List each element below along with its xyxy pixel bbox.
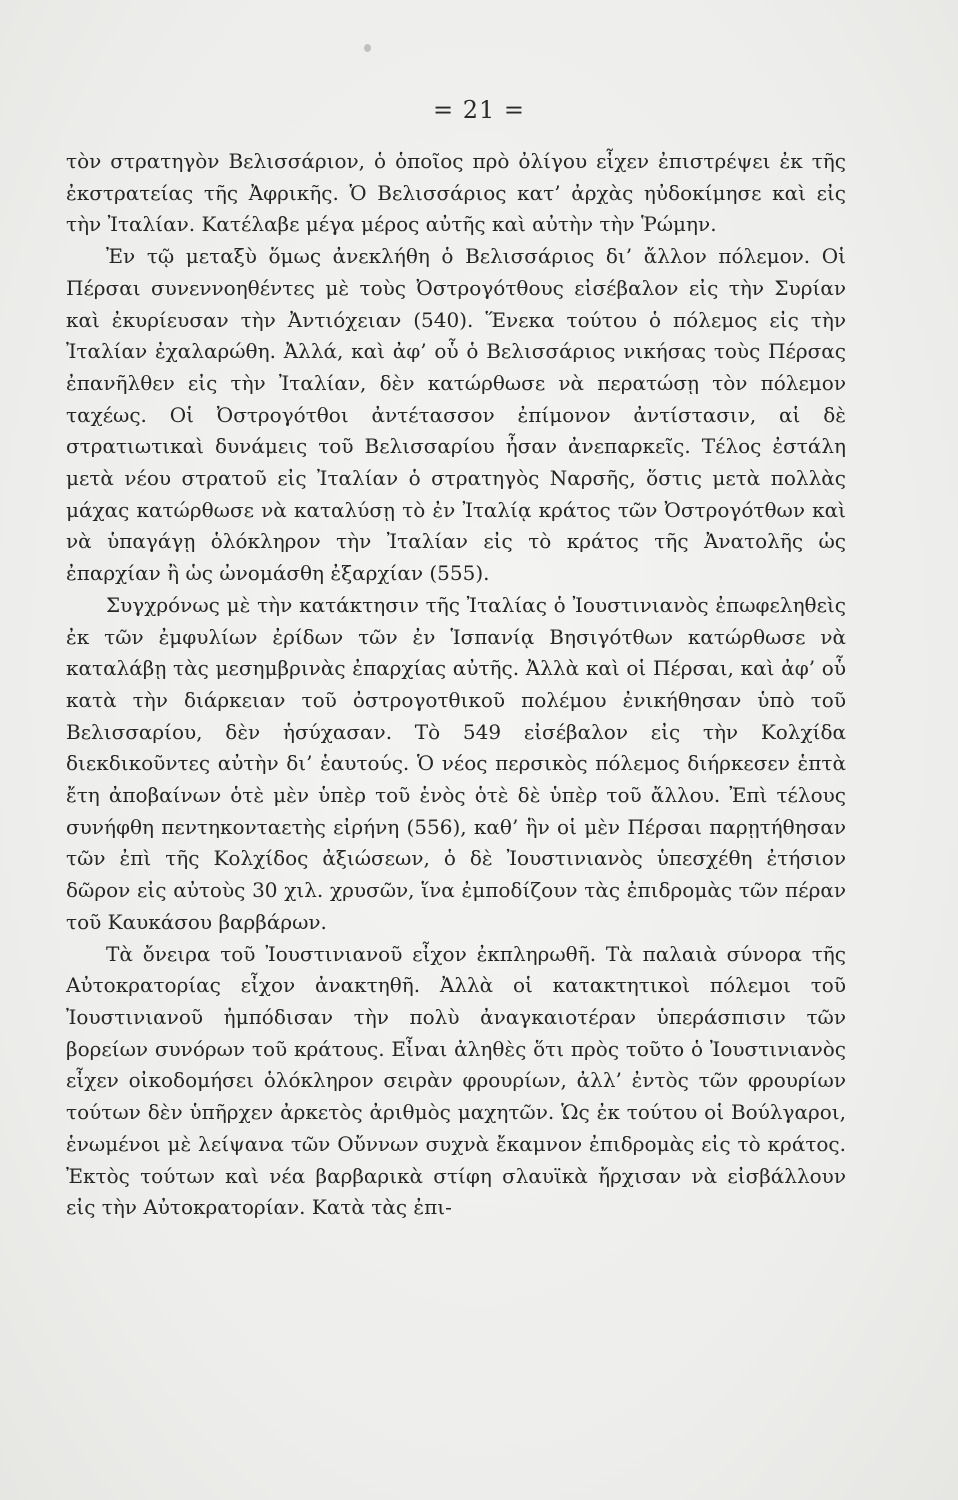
paragraph-1: τὸν στρατηγὸν Βελισσάριον, ὁ ὁποῖος πρὸ ὀλίγου εἶχεν ἐπιστρέψει ἐκ τῆς ἐκστρατείας τῆς Ἀφρικῆς. Ὁ Βελισσάριος κατ’ ἀρχὰς ηὐδοκίμησε καὶ εἰς τὴν Ἰταλίαν. Κατέλαβε μέγα μέρος αὐτῆς καὶ αὐτὴν τὴν Ῥώμην. bbox=[66, 149, 846, 237]
ink-speck bbox=[364, 44, 371, 52]
paragraph-3: Συγχρόνως μὲ τὴν κατάκτησιν τῆς Ἰταλίας ὁ Ἰουστινιανὸς ἐπωφεληθεὶς ἐκ τῶν ἐμφυλίων ἐρίδων τῶν ἐν Ἱσπανίᾳ Βησιγότθων κατώρθωσε νὰ καταλάβῃ τὰς μεσημβρινὰς ἐπαρχίας αὐτῆς. Ἀλλὰ καὶ οἱ Πέρσαι, καὶ ἀφ’ οὗ κατὰ τὴν διάρκειαν τοῦ ὀστρογοτθικοῦ πολέμου ἐνικήθησαν ὑπὸ τοῦ Βελισσαρίου, δὲν ἡσύχασαν. Τὸ 549 εἰσέβαλον εἰς τὴν Κολχίδα διεκδικοῦντες αὐτὴν δι’ ἑαυτούς. Ὁ νέος περσικὸς πόλεμος διήρκεσεν ἑπτὰ ἔτη ἀποβαίνων ὁτὲ μὲν ὑπὲρ τοῦ ἑνὸς ὁτὲ δὲ ὑπὲρ τοῦ ἄλλου. Ἐπὶ τέλους συνήφθη πεντηκονταετὴς εἰρήνη (556), καθ’ ἣν οἱ μὲν Πέρσαι παρῃτήθησαν τῶν ἐπὶ τῆς Κολχίδος ἀξιώσεων, ὁ δὲ Ἰουστινιανὸς ὑπεσχέθη ἐτήσιον δῶρον εἰς αὐτοὺς 30 χιλ. χρυσῶν, ἵνα ἐμποδίζουν τὰς ἐπιδρομὰς τῶν πέραν τοῦ Καυκάσου βαρβάρων. bbox=[66, 592, 846, 934]
paragraph-2: Ἐν τῷ μεταξὺ ὅμως ἀνεκλήθη ὁ Βελισσάριος δι’ ἄλλον πόλεμον. Οἱ Πέρσαι συνεννοηθέντες μὲ τοὺς Ὀστρογότθους εἰσέβαλον εἰς τὴν Συρίαν καὶ ἐκυρίευσαν τὴν Ἀντιόχειαν (540). Ἕνεκα τούτου ὁ πόλεμος εἰς τὴν Ἰταλίαν ἐχαλαρώθη. Ἀλλά, καὶ ἀφ’ οὗ ὁ Βελισσάριος νικήσας τοὺς Πέρσας ἐπανῆλθεν εἰς τὴν Ἰταλίαν, δὲν κατώρθωσε νὰ περατώσῃ τὸν πόλεμον ταχέως. Οἱ Ὀστρογότθοι ἀντέτασσον ἐπίμονον ἀντίστασιν, αἱ δὲ στρατιωτικαὶ δυνάμεις τοῦ Βελισσαρίου ἦσαν ἀνεπαρκεῖς. Τέλος ἐστάλη μετὰ νέου στρατοῦ εἰς Ἰταλίαν ὁ στρατηγὸς Ναρσῆς, ὅστις μετὰ πολλὰς μάχας κατώρθωσε νὰ καταλύσῃ τὸ ἐν Ἰταλίᾳ κράτος τῶν Ὀστρογότθων καὶ νὰ ὑπαγάγῃ ὁλόκληρον τὴν Ἰταλίαν εἰς τὸ κράτος τῆς Ἀνατολῆς ὡς ἐπαρχίαν ἢ ὡς ὠνομάσθη ἐξαρχίαν (555). bbox=[66, 244, 846, 586]
body-text bbox=[66, 146, 846, 1224]
paragraph-4: Τὰ ὄνειρα τοῦ Ἰουστινιανοῦ εἶχον ἐκπληρωθῆ. Τὰ παλαιὰ σύνορα τῆς Αὐτοκρατορίας εἶχον ἀνακτηθῆ. Ἀλλὰ οἱ κατακτητικοὶ πόλεμοι τοῦ Ἰουστινιανοῦ ἠμπόδισαν τὴν πολὺ ἀναγκαιοτέραν ὑπεράσπισιν τῶν βορείων συνόρων τοῦ κράτους. Εἶναι ἀληθὲς ὅτι πρὸς τοῦτο ὁ Ἰουστινιανὸς εἶχεν οἰκοδομήσει ὁλόκληρον σειρὰν φρουρίων, ἀλλ’ ἐντὸς τῶν φρουρίων τούτων δὲν ὑπῆρχεν ἀρκετὸς ἀριθμὸς μαχητῶν. Ὡς ἐκ τούτου οἱ Βούλγαροι, ἑνωμένοι μὲ λείψανα τῶν Οὔννων συχνὰ ἔκαμνον ἐπιδρομὰς εἰς τὸ κράτος. Ἐκτὸς τούτων καὶ νέα βαρβαρικὰ στίφη σλαυϊκὰ ἤρχισαν νὰ εἰσβάλλουν εἰς τὴν Αὐτοκρατορίαν. Κατὰ τὰς ἐπι- bbox=[66, 941, 846, 1220]
page-number: = 21 = bbox=[432, 96, 525, 124]
